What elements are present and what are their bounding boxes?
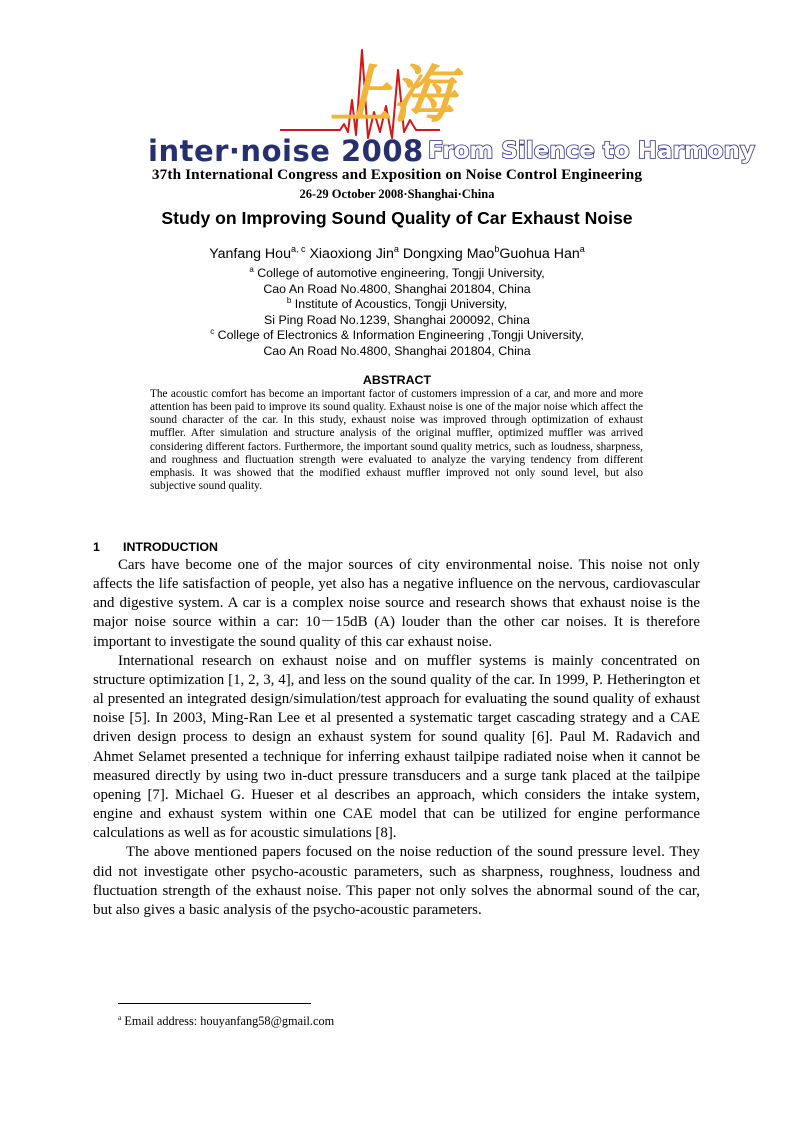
section-heading bbox=[93, 540, 218, 554]
section-title: INTRODUCTION bbox=[123, 540, 218, 554]
author-affil-mark: a bbox=[579, 244, 585, 254]
body-paragraph: Cars have become one of the major sources of city environmental noise. This noise not only affects the life satisfaction of people, yet also has a negative influence on the nervous, cardiovascular and digestive system. A car is a complex noise source and research shows that exhaust noise is the major noise source within a car: 10－15dB (A) louder than the other car noises. It is therefore important to investigate the sound quality of this car exhaust noise. bbox=[93, 557, 700, 650]
body-paragraph: The above mentioned papers focused on the noise reduction of the sound pressure level. They did not investigate other psycho-acoustic parameters, such as sharpness, roughness, loudness and fluctuation strength of the exhaust noise. This paper not only solves the abnormal sound of the car, but also gives a basic analysis of the psycho-acoustic parameters. bbox=[93, 844, 700, 918]
footnote-text: Email address: houyanfang58@gmail.com bbox=[124, 1014, 335, 1028]
affiliation-line: Si Ping Road No.1239, Shanghai 200092, China bbox=[264, 312, 530, 327]
author-affil-mark: a bbox=[393, 244, 399, 254]
conference-date-place: 26-29 October 2008·Shanghai·China bbox=[299, 187, 495, 201]
section-body bbox=[93, 556, 700, 920]
affiliations bbox=[0, 266, 794, 360]
author-name: Dongxing Mao bbox=[402, 246, 495, 262]
section-number: 1 bbox=[93, 540, 100, 554]
author-name: Yanfang Hou bbox=[209, 246, 291, 262]
affiliation-line: Cao An Road No.4800, Shanghai 201804, China bbox=[263, 281, 531, 296]
footnote-divider bbox=[118, 1003, 311, 1004]
author-list bbox=[0, 246, 794, 262]
author-name: Guohua Han bbox=[499, 246, 580, 262]
logo-wordmark: inter·noise 2008 bbox=[148, 134, 424, 168]
abstract-heading: ABSTRACT bbox=[362, 373, 432, 387]
author-name: Xiaoxiong Jin bbox=[309, 246, 394, 262]
affiliation-line: Cao An Road No.4800, Shanghai 201804, China bbox=[263, 343, 531, 358]
affiliation-line: $^b$ Institute of Acoustics, Tongji University, bbox=[286, 296, 508, 312]
conference-title: 37th International Congress and Exposition on Noise Control Engineering bbox=[151, 166, 643, 183]
footnote bbox=[118, 1014, 334, 1029]
author-affil-mark: b bbox=[494, 244, 500, 254]
paper-title: Study on Improving Sound Quality of Car Exhaust Noise bbox=[161, 208, 633, 228]
body-paragraph: International research on exhaust noise and on muffler systems is mainly concentrated on structure optimization [1, 2, 3, 4], and less on the sound quality of the car. In 1999, P. Hetherington et al presented an integrated design/simulation/test approach for evaluating the sound quality of exhaust noise [5]. In 2003, Ming-Ran Lee et al presented a systematic target cascading strategy and a CAE driven design process to design an exhaust system for sound quality [6]. Paul M. Radavich and Ahmet Selamet presented a technique for inferring exhaust tailpipe radiated noise when it cannot be measured directly by using two in-duct pressure transducers and a surge tank placed at the tailpipe opening [7]. Michael G. Hueser et al describes an approach, which considers the intake system, engine and exhaust system within one CAE model that can be utilized for engine performance calculations as well as for acoustic simulations [8]. bbox=[93, 652, 700, 842]
author-affil-mark: a, c bbox=[290, 244, 306, 254]
abstract-text: The acoustic comfort has become an important factor of customers impression of a car, and more and more attention has been paid to improve its sound quality. Exhaust noise is one of the major noise which affect the sound character of the car. In this study, exhaust noise was improved through optimization of exhaust muffler. After simulation and structure analysis of the original muffler, optimized muffler was arrived considering different factors. Furthermore, the important sound quality metrics, such as loudness, sharpness, and roughness and fluctuation strength were evaluated to analyze the varying tendency from different emphasis. It was showed that the modified exhaust muffler improved not only sound level, but also subjective sound quality. bbox=[150, 388, 643, 493]
logo-slogan: From Silence to Harmony bbox=[428, 138, 755, 164]
affiliation-line: $^a$ College of automotive engineering, Tongji University, bbox=[249, 265, 545, 280]
footnote-mark: a bbox=[118, 1013, 122, 1022]
conference-logo bbox=[140, 40, 755, 168]
logo-chinese-text: 上海 bbox=[330, 58, 455, 131]
affiliation-line: $^c$ College of Electronics & Information Engineering ,Tongji University, bbox=[210, 327, 584, 343]
